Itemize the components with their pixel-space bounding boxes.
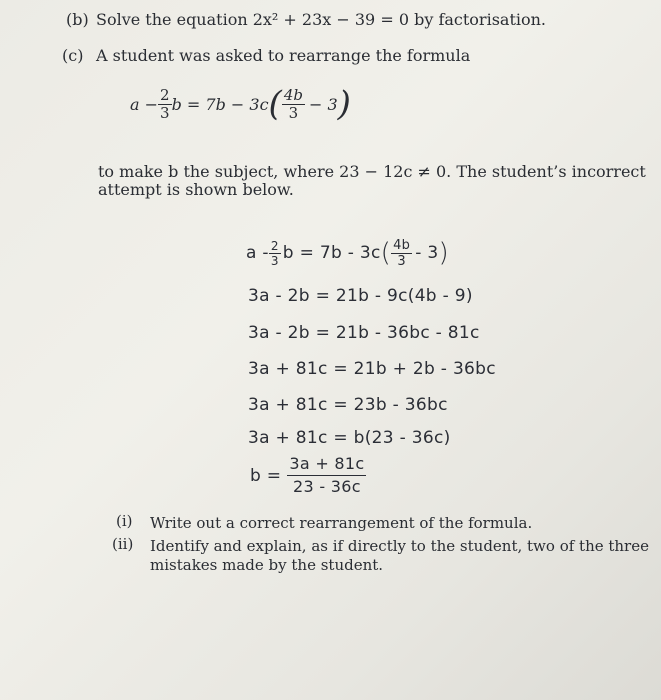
part-b-text: Solve the equation 2x² + 23x − 39 = 0 by factorisation.: [96, 10, 547, 29]
formula-fraction-1: [158, 85, 172, 122]
working-l1-frac: [269, 240, 281, 267]
formula-frac1-den: 3: [160, 103, 170, 122]
working-l1-frac2-den: 3: [397, 253, 406, 269]
part-b-label: (b): [66, 10, 89, 29]
formula-frac2-num: 4b: [283, 85, 303, 104]
working-l7-den: 23 - 36c: [292, 477, 361, 496]
working-l1-mid: b = 7b - 3c: [282, 243, 381, 263]
part-c-label: (c): [62, 46, 84, 65]
subpart-ii-label: (ii): [112, 535, 134, 553]
working-l1-close-paren: ): [438, 238, 449, 268]
formula-left: a −: [130, 94, 159, 114]
formula-open-paren: (: [268, 84, 282, 124]
formula-mid: b = 7b − 3c: [171, 94, 269, 114]
working-l7-num: 3a + 81c: [287, 456, 366, 476]
given-formula: [130, 84, 351, 124]
working-l1-frac-den: 3: [270, 253, 279, 268]
working-line-5: 3a + 81c = 23b - 36bc: [248, 395, 448, 415]
subpart-ii-text-2: mistakes made by the student.: [150, 556, 384, 574]
context-line-1: to make b the subject, where 23 − 12c ≠ 0. The student’s incorrect: [98, 162, 646, 181]
context-line-2: attempt is shown below.: [98, 180, 294, 199]
working-line-2: 3a - 2b = 21b - 9c(4b - 9): [248, 286, 473, 306]
working-line-6: 3a + 81c = b(23 - 36c): [248, 428, 451, 448]
working-line-1: [246, 238, 449, 268]
working-line-3: 3a - 2b = 21b - 36bc - 81c: [248, 323, 480, 343]
subpart-ii-text-1: Identify and explain, as if directly to the student, two of the three: [150, 537, 649, 555]
working-line-4: 3a + 81c = 21b + 2b - 36bc: [248, 359, 496, 379]
working-l1-open-paren: (: [380, 238, 392, 268]
formula-tail: − 3: [308, 94, 338, 114]
formula-close-paren: ): [337, 84, 351, 124]
working-l1-left: a -: [246, 243, 269, 263]
working-line-7: [250, 456, 366, 495]
working-l7-frac: [287, 456, 366, 495]
formula-fraction-2: [282, 85, 305, 122]
working-l1-tail: - 3: [415, 243, 439, 263]
formula-frac1-num: 2: [160, 85, 170, 104]
working-l1-frac-num: 2: [270, 238, 279, 253]
working-l7-left: b =: [250, 465, 282, 486]
working-l1-frac2-num: 4b: [393, 237, 411, 253]
subpart-i-text: Write out a correct rearrangement of the formula.: [150, 514, 533, 532]
subpart-i-label: (i): [116, 512, 133, 530]
working-l1-frac2: [391, 239, 412, 268]
formula-frac2-den: 3: [288, 103, 299, 122]
part-c-intro: A student was asked to rearrange the formula: [96, 46, 471, 65]
